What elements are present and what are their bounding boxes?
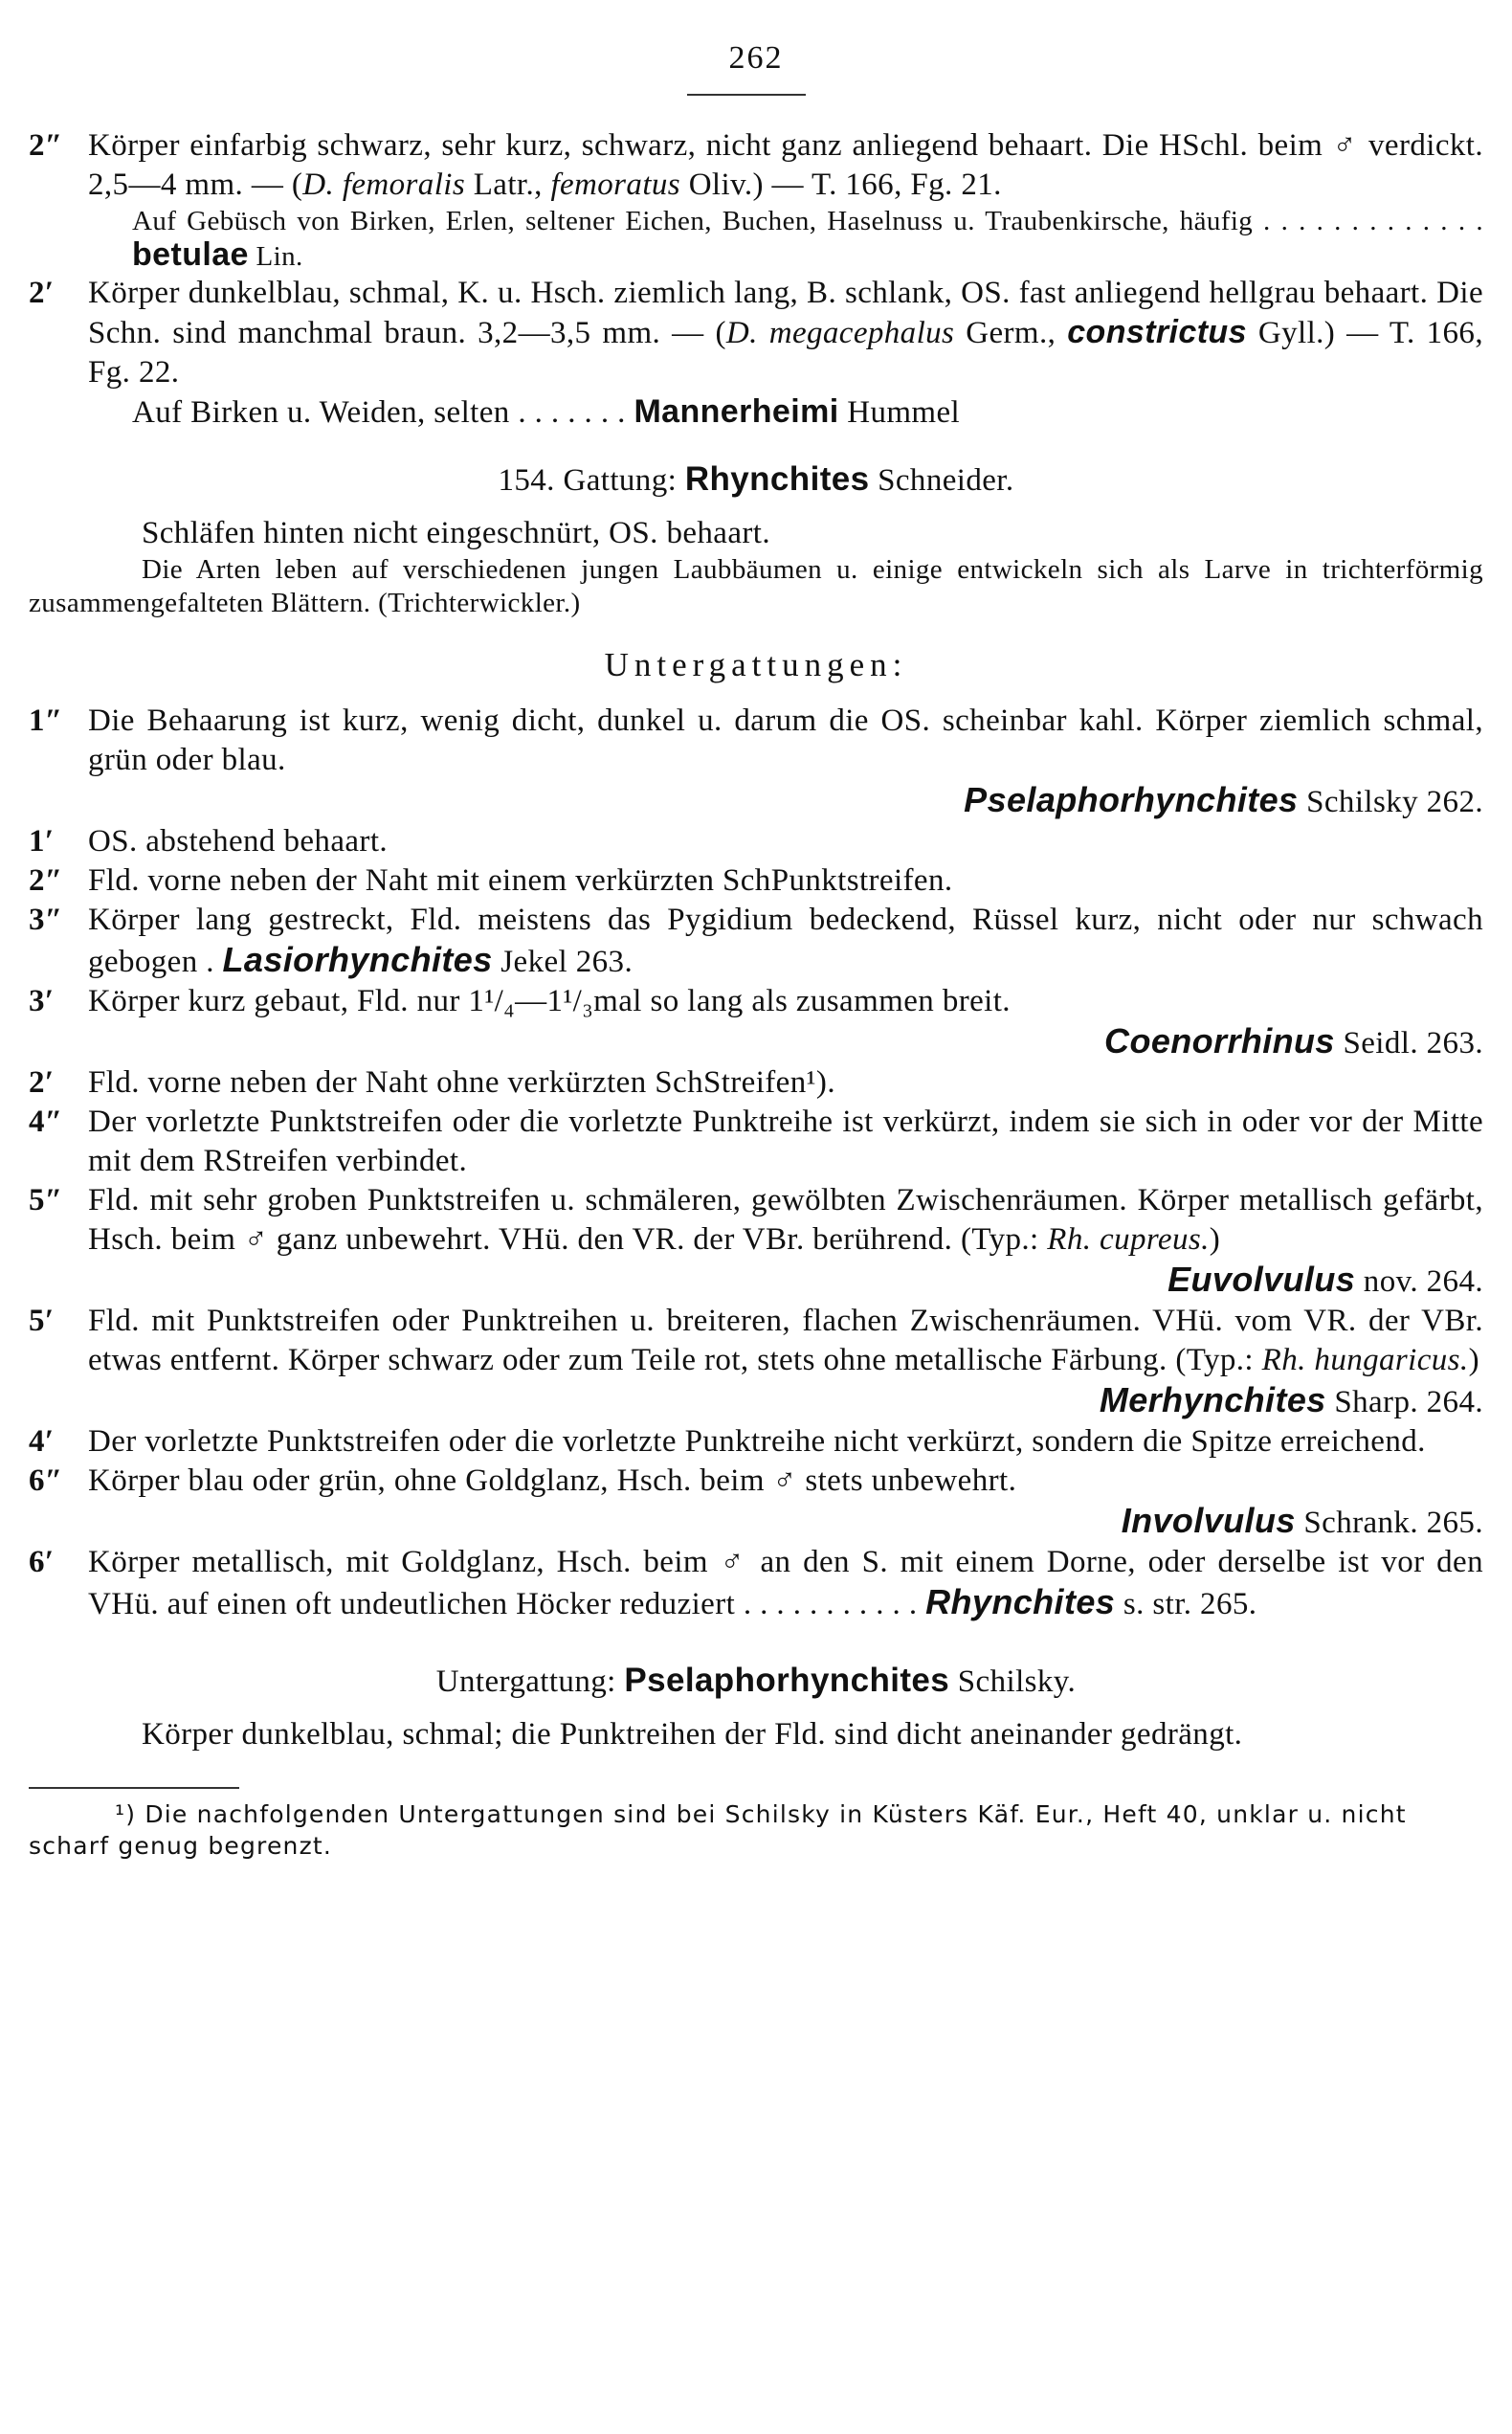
entry-text: Fld. mit Punktstreifen oder Punktreihen u. breiteren, flachen Zwischenräumen. VHü. vom VR. der VBr. etwas entfernt. Körper schwarz oder zum Teile rot, stets ohne metallische Färbung. (Typ.: <box>88 1304 1483 1377</box>
entry-text: Fld. mit sehr groben Punktstreifen u. schmäleren, gewölbten Zwischenräumen. Körper metallisch gefärbt, Hsch. beim ♂ ganz unbewehrt. VHü. den VR. der VBr. berührend. (Typ.: <box>88 1183 1483 1257</box>
footnote <box>29 1798 1483 1862</box>
synonym-name: constrictus <box>1067 314 1247 350</box>
genus-author: Schneider. <box>869 463 1014 498</box>
footnote-mark: ¹) <box>115 1800 137 1828</box>
footnote-rule <box>29 1787 239 1789</box>
entry-text: Gyll.) — T. 166, Fg. 22. <box>88 316 1483 390</box>
type-species: Rh. hungaricus. <box>1261 1343 1469 1377</box>
entry-number: 6″ <box>29 1463 63 1498</box>
synonym-name: D. femoralis <box>302 167 466 202</box>
entry-text: Latr., <box>465 167 551 202</box>
entry-text: Germ., <box>954 316 1068 350</box>
genus-description: Schläfen hinten nicht eingeschnürt, OS. behaart. <box>142 516 771 550</box>
subgenus-name: Merhynchites <box>1099 1380 1326 1419</box>
entry-text: Der vorletzte Punktstreifen oder die vorletzte Punktreihe ist verkürzt, indem sie sich in oder vor der Mitte mit dem RStreifen verbindet. <box>88 1105 1483 1178</box>
key-entry-2a <box>29 126 1483 274</box>
entry-number: 3″ <box>29 903 63 937</box>
entry-number: 2″ <box>29 128 63 163</box>
subgenus-name: Coenorrhinus <box>1104 1021 1335 1061</box>
species-author: Hummel <box>838 395 961 430</box>
subgenus-name: Rhynchites <box>925 1582 1116 1621</box>
habitat-line <box>88 205 1483 274</box>
subgenus-ref: Schilsky 262. <box>1298 785 1483 819</box>
entry-text: OS. abstehend behaart. <box>88 824 389 859</box>
entry-number: 5″ <box>29 1183 63 1217</box>
subgenus-ref: nov. 264. <box>1355 1264 1483 1299</box>
subgenus-description: Körper dunkelblau, schmal; die Punktreihen der Fld. sind dicht aneinander gedrängt. <box>142 1717 1243 1752</box>
subgenus-key-1b <box>29 822 1483 861</box>
genus-heading <box>29 459 1483 501</box>
subgenus-key-3b <box>29 982 1483 1063</box>
subgenus-name: Involvulus <box>1121 1501 1296 1540</box>
subgenus-key-5b <box>29 1302 1483 1422</box>
genus-name: Rhynchites <box>684 460 870 498</box>
synonym-name: femoratus <box>550 167 681 202</box>
entry-number: 1″ <box>29 703 63 738</box>
habitat-text: Auf Birken u. Weiden, selten . . . . . . . <box>132 395 634 430</box>
entry-number: 5′ <box>29 1304 55 1338</box>
entry-text: Fld. vorne neben der Naht ohne verkürzten SchStreifen¹). <box>88 1065 835 1100</box>
page <box>29 0 1483 2434</box>
subgenus-prefix: Untergattung: <box>435 1664 625 1699</box>
subgenus-ref: Seidl. 263. <box>1334 1026 1483 1061</box>
entry-text: Fld. vorne neben der Naht mit einem verkürzten SchPunktstreifen. <box>88 863 953 898</box>
footnote-text: Die nachfolgenden Untergattungen sind bei Schilsky in Küsters Käf. Eur., Heft 40, unklar u. nicht scharf genug begrenzt. <box>29 1800 1407 1860</box>
subgenus-key-2a <box>29 861 1483 901</box>
entry-text: Der vorletzte Punktstreifen oder die vorletzte Punktreihe nicht verkürzt, sondern die Spitze erreichend. <box>88 1424 1426 1459</box>
entry-text: ) <box>1468 1343 1479 1377</box>
subgenus-key-1a <box>29 702 1483 822</box>
subgenus-key-6b <box>29 1543 1483 1624</box>
subgenus-key-5a <box>29 1181 1483 1302</box>
subgenus-title: Pselaphorhynchites <box>624 1662 950 1699</box>
entry-number: 2″ <box>29 863 63 898</box>
subgenera-heading: Untergattungen: <box>604 646 908 683</box>
entry-number: 2′ <box>29 1065 55 1100</box>
page-number-rule <box>687 94 806 96</box>
synonym-name: D. megacephalus <box>725 316 955 350</box>
entry-text: Die Behaarung ist kurz, wenig dicht, dunkel u. darum die OS. scheinbar kahl. Körper ziemlich schmal, grün oder blau. <box>88 703 1483 777</box>
subgenus-name: Lasiorhynchites <box>222 940 493 979</box>
subgenus-name: Euvolvulus <box>1167 1260 1356 1299</box>
entry-text: ) <box>1209 1222 1221 1257</box>
subgenus-key-3a <box>29 901 1483 982</box>
subgenus-author: Schilsky. <box>949 1664 1077 1699</box>
genus-note: Die Arten leben auf verschiedenen jungen Laubbäumen u. einige entwickeln sich als Larve in trichterförmig zusammengefalteten Blättern. (Trichterwickler.) <box>29 554 1483 618</box>
subgenus-ref: Sharp. 264. <box>1325 1385 1483 1419</box>
entry-text: Oliv.) — T. 166, Fg. 21. <box>680 167 1002 202</box>
subgenus-key-6a <box>29 1462 1483 1543</box>
body-text <box>29 126 1483 1862</box>
page-number: 262 <box>728 40 784 76</box>
subgenus-name: Pselaphorhynchites <box>964 780 1299 819</box>
subgenus-ref: Jekel 263. <box>492 945 634 979</box>
species-name: Mannerheimi <box>634 393 839 430</box>
entry-text: Körper lang gestreckt, Fld. meistens das Pygidium bedeckend, Rüssel kurz, nicht oder nur schwach gebogen . <box>88 903 1483 979</box>
entry-text: Körper dunkelblau, schmal, K. u. Hsch. ziemlich lang, B. schlank, OS. fast anliegend hellgrau behaart. Die Schn. sind manchmal braun. 3,2—3,5 mm. — ( <box>88 276 1483 350</box>
entry-number: 4′ <box>29 1424 55 1459</box>
habitat-line <box>88 392 1483 433</box>
entry-number: 1′ <box>29 824 55 859</box>
entry-text: Körper blau oder grün, ohne Goldglanz, Hsch. beim ♂ stets unbewehrt. <box>88 1463 1017 1498</box>
subgenus-key-4b <box>29 1422 1483 1462</box>
species-author: Lin. <box>248 241 303 272</box>
entry-number: 4″ <box>29 1105 63 1139</box>
habitat-text: Auf Gebüsch von Birken, Erlen, seltener Eichen, Buchen, Haselnuss u. Traubenkirsche, häufig . . . . . . . . . . . . . <box>132 206 1483 236</box>
entry-text: Körper kurz gebaut, Fld. nur 1¹/₄—1¹/₃mal so lang als zusammen breit. <box>88 984 1011 1018</box>
entry-number: 3′ <box>29 984 55 1018</box>
entry-number: 2′ <box>29 276 55 310</box>
entry-number: 6′ <box>29 1545 55 1579</box>
subgenus-key-2b <box>29 1063 1483 1103</box>
subgenus-key-4a <box>29 1103 1483 1181</box>
subgenus-heading <box>29 1661 1483 1702</box>
entry-text: Körper einfarbig schwarz, sehr kurz, schwarz, nicht ganz anliegend behaart. Die HSchl. beim ♂ verdickt. 2,5—4 mm. — ( <box>88 128 1483 202</box>
subgenus-ref: s. str. 265. <box>1115 1587 1257 1621</box>
subgenus-ref: Schrank. 265. <box>1295 1506 1483 1540</box>
entry-text: Körper metallisch, mit Goldglanz, Hsch. beim ♂ an den S. mit einem Dorne, oder derselbe ist vor den VHü. auf einen oft undeutlichen Höcker reduziert . . . . . . . . . . . <box>88 1545 1483 1621</box>
key-entry-2b <box>29 274 1483 433</box>
type-species: Rh. cupreus. <box>1047 1222 1210 1257</box>
genus-prefix: 154. Gattung: <box>498 463 685 498</box>
species-name: betulae <box>132 236 249 273</box>
